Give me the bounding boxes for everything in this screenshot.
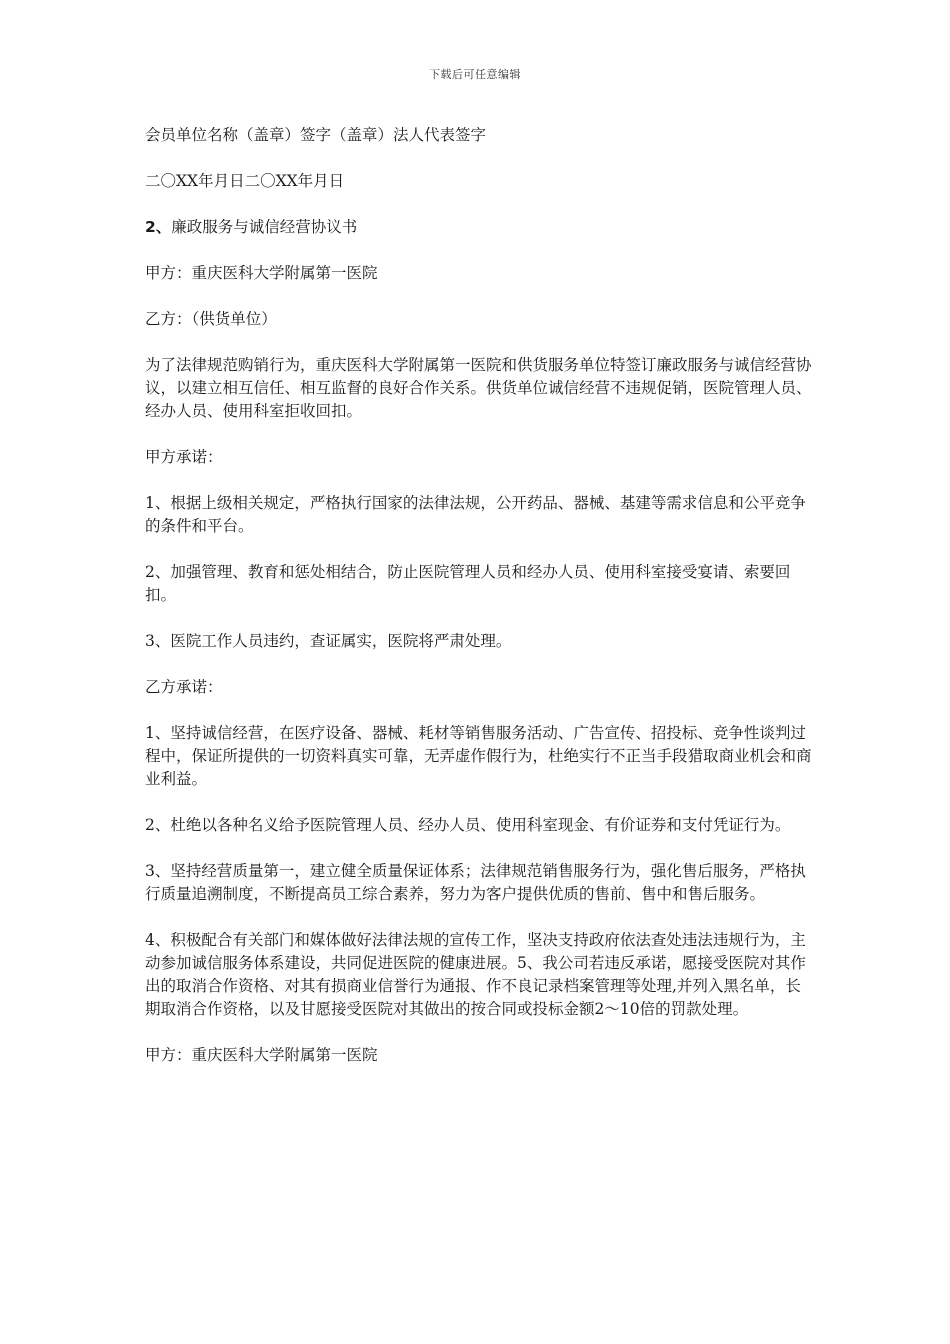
document-body [145, 124, 815, 1090]
party-a-line: 甲方：重庆医科大学附属第一医院 [145, 264, 378, 282]
agreement-title [145, 216, 815, 239]
party-b-commitment-2: 2、杜绝以各种名义给予医院管理人员、经办人员、使用科室现金、有价证券和支付凭证行为。 [145, 816, 791, 834]
party-b-commitment-1: 1、坚持诚信经营，在医疗设备、器械、耗材等销售服务活动、广告宣传、招投标、竞争性谈判过程中，保证所提供的一切资料真实可靠，无弄虚作假行为，杜绝实行不正当手段猎取商业机会和商业利益。 [145, 724, 812, 788]
agreement-title-text: 廉政服务与诚信经营协议书 [171, 218, 358, 236]
party-b-commitment-4-5: 4、积极配合有关部门和媒体做好法律法规的宣传工作，坚决支持政府依法查处违法违规行为，主动参加诚信服务体系建设，共同促进医院的健康进展。5、我公司若违反承诺，愿接受医院对其作出的取消合作资格、对其有损商业信誉行为通报、作不良记录档案管理等处理,并列入黑名单，长期取消合作资格，以及甘愿接受医院对其做出的按合同或投标金额2～10倍的罚款处理。 [145, 931, 806, 1018]
party-a-commitment-1: 1、根据上级相关规定，严格执行国家的法律法规，公开药品、器械、基建等需求信息和公平竞争的条件和平台。 [145, 494, 806, 535]
section-number: 2、 [145, 218, 172, 236]
party-a-commitment-2: 2、加强管理、教育和惩处相结合，防止医院管理人员和经办人员、使用科室接受宴请、索要回扣。 [145, 563, 791, 604]
preamble-paragraph: 为了法律规范购销行为，重庆医科大学附属第一医院和供货服务单位特签订廉政服务与诚信经营协议，以建立相互信任、相互监督的良好合作关系。供货单位诚信经营不违规促销，医院管理人员、经办人员、使用科室拒收回扣。 [145, 356, 812, 420]
party-b-commitment-3: 3、坚持经营质量第一，建立健全质量保证体系；法律规范销售服务行为，强化售后服务，严格执行质量追溯制度，不断提高员工综合素养，努力为客户提供优质的售前、售中和售后服务。 [145, 862, 806, 903]
party-a-commitments-heading: 甲方承诺： [145, 448, 223, 466]
signature-line: 会员单位名称（盖章）签字（盖章）法人代表签字 [145, 126, 487, 144]
party-a-commitment-3: 3、医院工作人员违约，查证属实，医院将严肃处理。 [145, 632, 512, 650]
date-line: 二〇XX年月日二〇XX年月日 [145, 172, 345, 190]
page-header-note: 下载后可任意编辑 [429, 68, 521, 81]
party-b-line: 乙方：（供货单位） [145, 310, 277, 328]
party-b-commitments-heading: 乙方承诺： [145, 678, 223, 696]
party-a-signature-line: 甲方：重庆医科大学附属第一医院 [145, 1046, 378, 1064]
